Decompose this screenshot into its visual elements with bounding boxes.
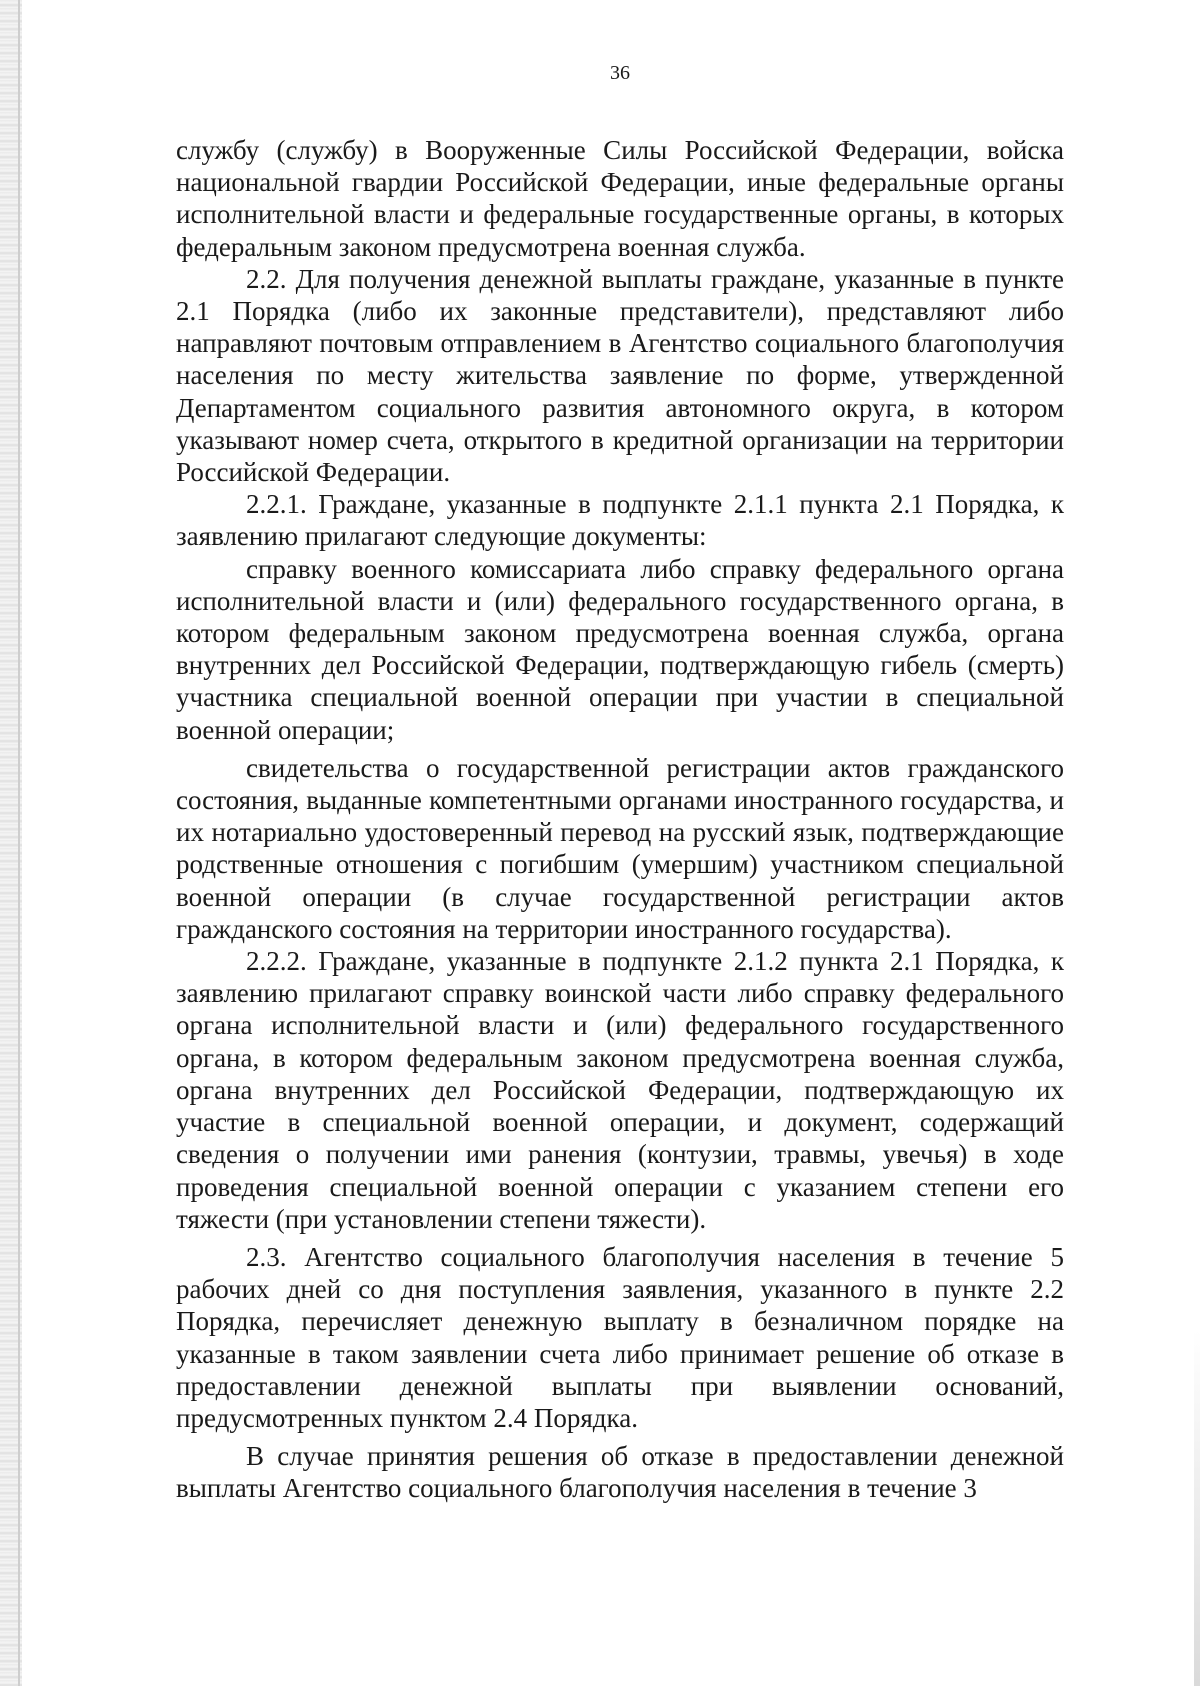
paragraph-2-3: 2.3. Агентство социального благополучия населения в течение 5 рабочих дней со дня поступления заявления, указанного в пункте 2.2 Порядка, перечисляет денежную выплату в безналичном порядке на указанные в таком заявлении счета либо принимает решение об отказе в предоставлении денежной выплаты при выявлении оснований, предусмотренных пунктом 2.4 Порядка. — [176, 1241, 1064, 1433]
paragraph-continuation: службу (службу) в Вооруженные Силы Российской Федерации, войска национальной гвардии Российской Федерации, иные федеральные органы исполнительной власти и федеральные государственные органы, в которых федеральным законом предусмотрена военная служба. — [176, 135, 1064, 262]
scan-right-edge — [1194, 1330, 1200, 1686]
scan-left-edge — [0, 0, 22, 1686]
page-number: 36 — [610, 62, 630, 84]
paragraph-military-certificate: справку военного комиссариата либо справку федерального органа исполнительной власти и (или) федерального государственного органа, в котором федеральным законом предусмотрена военная служба, органа внутренних дел Российской Федерации, подтверждающую гибель (смерть) участника специальной военной операции при участии в специальной военной операции; — [176, 553, 1064, 745]
document-body — [176, 134, 1064, 1505]
paragraph-civil-registration: свидетельства о государственной регистрации актов гражданского состояния, выданные компетентными органами иностранного государства, и их нотариально удостоверенный перевод на русский язык, подтверждающие родственные отношения с погибшим (умершим) участником специальной военной операции (в случае государственной регистрации актов гражданского состояния на территории иностранного государства). — [176, 752, 1064, 944]
paragraph-2-2-2: 2.2.2. Граждане, указанные в подпункте 2.1.2 пункта 2.1 Порядка, к заявлению прилагают справку воинской части либо справку федерального органа исполнительной власти и (или) федерального государственного органа, в котором федеральным законом предусмотрена военная служба, органа внутренних дел Российской Федерации, подтверждающую их участие в специальной военной операции, и документ, содержащий сведения о получении ими ранения (контузии, травмы, увечья) в ходе проведения специальной военной операции с указанием степени его тяжести (при установлении степени тяжести). — [176, 946, 1064, 1234]
paragraph-2-2: 2.2. Для получения денежной выплаты граждане, указанные в пункте 2.1 Порядка (либо их законные представители), представляют либо направляют почтовым отправлением в Агентство социального благополучия населения по месту жительства заявление по форме, утвержденной Департаментом социального развития автономного округа, в котором указывают номер счета, открытого в кредитной организации на территории Российской Федерации. — [176, 263, 1064, 488]
paragraph-refusal: В случае принятия решения об отказе в предоставлении денежной выплаты Агентство социального благополучия населения в течение 3 — [176, 1441, 1064, 1504]
paragraph-2-2-1: 2.2.1. Граждане, указанные в подпункте 2.1.1 пункта 2.1 Порядка, к заявлению прилагают следующие документы: — [176, 489, 1064, 552]
